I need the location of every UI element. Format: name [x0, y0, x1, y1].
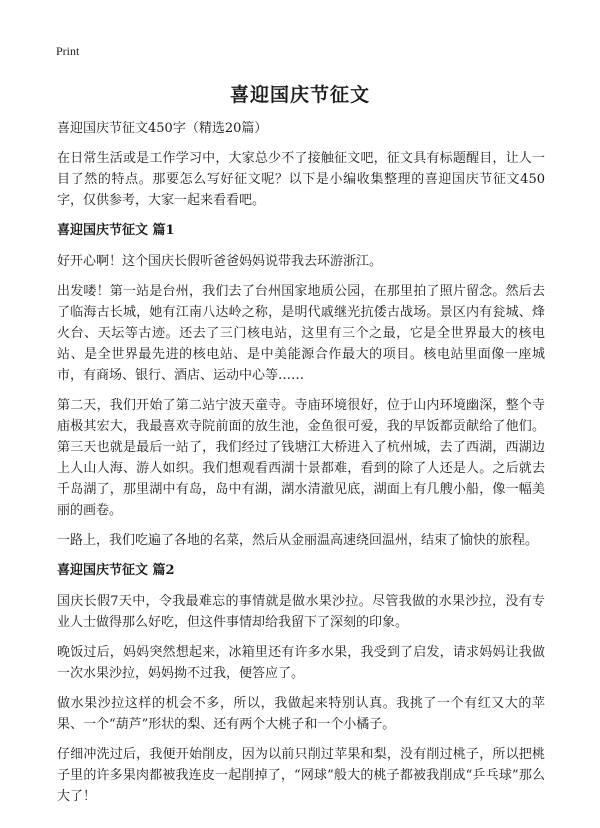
paragraph: 做水果沙拉这样的机会不多，所以，我做起来特别认真。我挑了一个有红又大的苹果、一个“葫芦”形状的梨、还有两个大桃子和一个小橘子。 [57, 696, 545, 732]
paragraph: 好开心啊！这个国庆长假听爸爸妈妈说带我去环游浙江。 [57, 254, 383, 269]
print-link[interactable]: Print [56, 44, 80, 58]
section-heading: 喜迎国庆节征文 篇1 [57, 223, 175, 238]
page-title: 喜迎国庆节征文 [229, 84, 370, 106]
paragraph: 国庆长假7天中，令我最难忘的事情就是做水果沙拉。尽管我做的水果沙拉，没有专业人士做得那么好吃，但这件事情却给我留下了深刻的印象。 [57, 594, 545, 630]
paragraph: 仔细冲洗过后，我便开始削皮，因为以前只削过苹果和梨，没有削过桃子，所以把桃子里的许多果肉都被我连皮一起削掉了，“网球”般大的桃子都被我削成“乒乓球”那么大了！ [57, 747, 545, 804]
article-body [57, 118, 545, 816]
paragraph: 第二天，我们开始了第二站宁波天童寺。寺庙环境很好，位于山内环境幽深，整个寺庙极其宏大，我最喜欢寺院前面的放生池，金鱼很可爱，我的早饭都贡献给了他们。第三天也就是最后一站了，我们经过了钱塘江大桥进入了杭州城，去了西湖，西湖边上人山人海、游人如织。我们想观看西湖十景都难，看到的除了人还是人。之后就去千岛湖了，那里湖中有岛，岛中有湖，湖水清澈见底，湖面上有几艘小船，像一幅美丽的画卷。 [57, 398, 545, 518]
paragraph: 出发喽！第一站是台州，我们去了台州国家地质公园，在那里拍了照片留念。然后去了临海古长城，她有江南八达岭之称，是明代戚继光抗倭古战场。景区内有瓮城、烽火台、天坛等古迹。还去了三门核电站，这里有三个之最，它是全世界最大的核电站、是全世界最先进的核电站、是中美能源合作最大的项目。核电站里面像一座城市，有商场、银行、酒店、运动中心等…… [57, 284, 545, 383]
essay-section-1 [57, 220, 545, 551]
section-heading: 喜迎国庆节征文 篇2 [57, 563, 175, 578]
intro-paragraph: 在日常生活或是工作学习中，大家总少不了接触征文吧，征文具有标题醒目，让人一目了然的特点。那要怎么写好征文呢？以下是小编收集整理的喜迎国庆节征文450字，仅供参考，大家一起来看看吧。 [57, 151, 545, 208]
essay-section-2 [57, 560, 545, 807]
article-subtitle: 喜迎国庆节征文450字（精选20篇） [57, 121, 268, 136]
paragraph: 一路上，我们吃遍了各地的名菜，然后从金丽温高速绕回温州，结束了愉快的旅程。 [57, 533, 539, 548]
paragraph: 晚饭过后，妈妈突然想起来，冰箱里还有许多水果，我受到了启发，请求妈妈让我做一次水果沙拉，妈妈拗不过我，便答应了。 [57, 645, 545, 681]
